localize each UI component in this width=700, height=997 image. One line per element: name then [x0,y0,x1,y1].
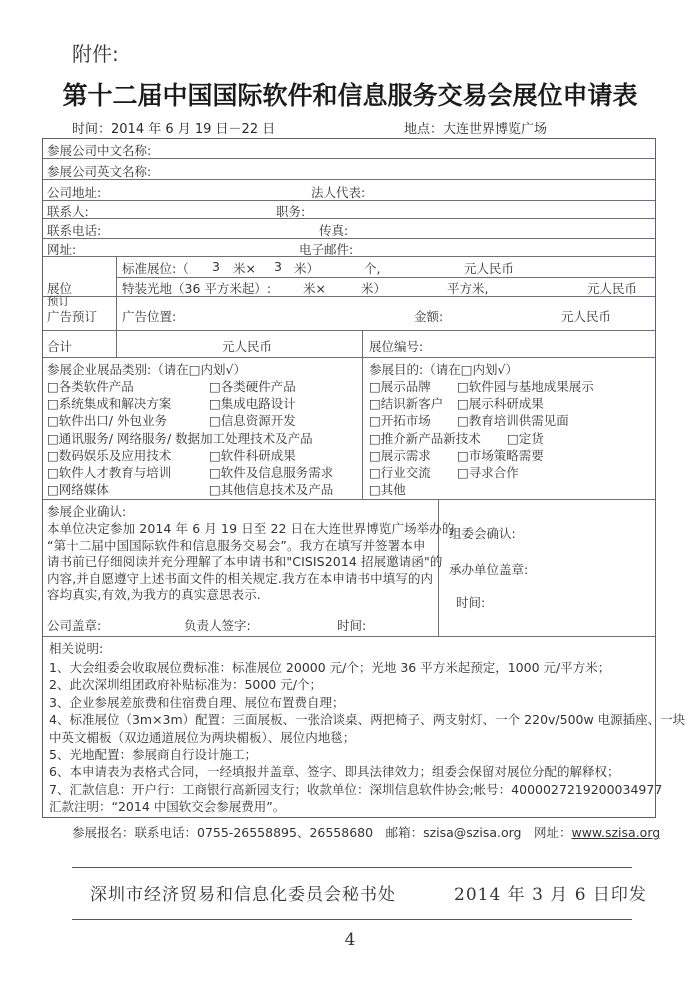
purpose-checkbox-option[interactable]: □其他 [369,482,406,498]
purpose-checkbox-option[interactable]: □展示需求 [369,447,431,463]
note-line: 中英文楣板（双边通道展位为两块楣板）、展位内地毯； [49,729,356,745]
purpose-checkbox-option[interactable]: □行业交流 [369,465,431,480]
purpose-checkbox-option[interactable]: □结识新客户 [369,396,444,412]
category-checkbox-option[interactable]: □软件科研成果 [209,447,296,463]
standard-booth-depth: 3 [274,259,282,274]
raw-space-area-field[interactable]: 平方米, [447,281,489,296]
row-confirmation [43,500,655,637]
row-total [43,331,655,358]
confirm-time-field[interactable]: 时间: [337,618,367,633]
purpose-checkbox-option[interactable]: □推介新产品新技术 [369,430,481,446]
row-en-name [43,159,655,180]
row-categories-purposes [43,358,655,500]
total-amount-field[interactable]: 元人民币 [222,339,273,354]
notes-heading: 相关说明: [49,641,104,656]
application-form-table [42,138,686,818]
registration-info: 参展报名：联系电话：0755-26558895、26558680 邮箱：szisa@szisa.org 网址： [72,825,572,840]
raw-space-amount-field[interactable]: 元人民币 [587,281,638,296]
categories-heading: 参展企业展品类别:（请在□内划√） [47,362,246,377]
note-line: 5、光地配置：参展商自行设计施工； [49,747,257,762]
confirmation-heading: 参展企业确认: [47,504,127,519]
purpose-checkbox-option[interactable]: □展示科研成果 [457,396,544,412]
attachment-label: 附件: [72,42,119,66]
standard-booth-width: 3 [212,259,220,274]
confirmation-text-line: 本单位决定参加 2014 年 6 月 19 日至 22 日在大连世界博览广场举办的 [47,521,455,536]
ad-currency: 元人民币 [561,309,612,324]
legal-rep-field[interactable]: 法人代表: [311,185,366,200]
ad-amount-field[interactable]: 金额: [414,309,444,324]
row-address [43,180,655,201]
booth-section-label: 展位 [47,281,73,296]
fax-field[interactable]: 传真: [319,223,349,238]
note-line: 6、本申请表为表格式合同，一经填报并盖章、签字、即具法律效力；组委会保留对展位分配的解释权； [49,764,620,780]
confirmation-text-line: 请书前已仔细阅读并充分理解了本申请书和"CISIS2014 招展邀请函"的 [47,554,443,570]
page-title: 第十二届中国国际软件和信息服务交易会展位申请表 [62,81,638,110]
row-cn-name [43,139,655,159]
category-checkbox-option[interactable]: □软件及信息服务需求 [209,465,334,480]
purpose-checkbox-option[interactable]: □寻求合作 [457,465,519,480]
advertising-section-label: 广告预订 [47,309,98,324]
standard-booth-close: 米） [294,261,320,276]
booth-number-field[interactable]: 展位编号: [369,339,424,354]
confirmation-text-line: 容均真实,有效,为我方的真实意思表示. [47,587,261,603]
category-checkbox-option[interactable]: □软件人才教育与培训 [47,465,172,480]
category-checkbox-option[interactable]: □各类软件产品 [47,379,134,394]
purpose-checkbox-option[interactable]: □定货 [507,430,544,446]
category-checkbox-option[interactable]: □其他信息技术及产品 [209,482,334,498]
confirmation-text-line: 内容,并自愿遵守上述书面文件的相关规定.我方在本申请书中填写的内 [47,570,434,586]
standard-booth-count-field[interactable]: 个, [364,261,381,276]
page-number: 4 [344,930,356,950]
contact-person-field[interactable]: 联系人: [47,204,89,219]
email-field[interactable]: 电子邮件: [299,242,354,257]
website-field[interactable]: 网址: [47,242,77,257]
raw-space-close[interactable]: 米） [361,281,387,296]
note-line: 汇款注明：“2014 中国软交会参展费用”。 [49,799,286,815]
category-checkbox-option[interactable]: □软件出口/ 外包业务 [47,413,167,429]
purpose-checkbox-option[interactable]: □市场策略需要 [457,447,544,463]
purpose-checkbox-option[interactable]: □教育培训供需见面 [457,413,569,429]
confirmation-text-line: “第十二届中国国际软件和信息服务交易会”。我方在填写并签署本申 [47,537,426,553]
organizer-seal-field[interactable]: 承办单位盖章: [449,562,529,577]
issue-date: 2014 年 3 月 6 日印发 [454,885,647,905]
issuer: 深圳市经济贸易和信息化委员会秘书处 [90,885,396,905]
event-place: 地点：大连世界博览广场 [404,122,548,137]
signature-field[interactable]: 负责人签字: [184,618,251,633]
footer-divider-top [72,867,632,868]
row-booth [43,257,655,297]
row-phone [43,219,655,239]
category-checkbox-option[interactable]: □数码娱乐及应用技术 [47,447,172,463]
category-checkbox-option[interactable]: □集成电路设计 [209,396,296,412]
category-checkbox-option[interactable]: □系统集成和解决方案 [47,396,172,412]
registration-website-link[interactable]: www.szisa.org [571,825,661,840]
raw-space-x[interactable]: 米× [303,281,326,296]
standard-booth-label: 标准展位:（ [122,261,189,276]
category-checkbox-option[interactable]: □网络媒体 [47,482,109,498]
booth-overflow-text: 预订 [47,294,70,308]
registration-contact [72,823,660,841]
company-seal-field[interactable]: 公司盖章: [47,618,102,633]
event-time: 时间：2014 年 6 月 19 日－22 日 [72,122,276,137]
standard-booth-amount-field[interactable]: 元人民币 [464,261,515,276]
position-field[interactable]: 职务: [276,204,306,219]
purpose-checkbox-option[interactable]: □开拓市场 [369,413,431,429]
cn-name-field[interactable]: 参展公司中文名称: [47,143,152,158]
phone-field[interactable]: 联系电话: [47,223,102,238]
total-label: 合计 [47,339,73,354]
note-line: 3、企业参展差旅费和住宿费自理、展位布置费自理； [49,694,345,710]
standard-booth-x: 米× [233,261,256,276]
category-checkbox-option[interactable]: □各类硬件产品 [209,379,296,394]
purpose-checkbox-option[interactable]: □软件园与基地成果展示 [457,379,594,394]
ad-position-field[interactable]: 广告位置: [122,309,177,324]
note-line: 1、大会组委会收取展位费标准：标准展位 20000 元/个；光地 36 平方米起预定，1000 元/平方米； [49,660,611,675]
category-checkbox-option[interactable]: □信息资源开发 [209,413,296,429]
purposes-heading: 参展目的:（请在□内划√） [369,362,518,377]
raw-space-label: 特装光地（36 平方米起）: [122,281,272,296]
row-contact [43,201,655,219]
row-advertising [43,294,655,331]
organizer-time-field[interactable]: 时间: [456,595,486,610]
note-line: 4、标准展位（3m×3m）配置：三面展板、一张洽谈桌、两把椅子、两支射灯、一个 220v/500w 电源插座、一块 [49,712,686,728]
row-website [43,239,655,257]
note-line: 7、汇款信息：开户行：工商银行高新园支行；收款单位：深圳信息软件协会;帐号：4000027219200034977 [49,781,663,797]
note-line: 2、此次深圳组团政府补贴标准为：5000 元/个； [49,677,322,693]
category-checkbox-option[interactable]: □通讯服务/ 网络服务/ 数据加工处理技术及产品 [47,430,313,446]
organizer-confirm-field[interactable]: 组委会确认: [449,526,516,541]
purpose-checkbox-option[interactable]: □展示品牌 [369,379,431,394]
address-field[interactable]: 公司地址: [47,185,102,200]
footer-divider-bottom [72,919,632,920]
en-name-field[interactable]: 参展公司英文名称: [47,164,152,179]
row-notes [43,637,686,817]
